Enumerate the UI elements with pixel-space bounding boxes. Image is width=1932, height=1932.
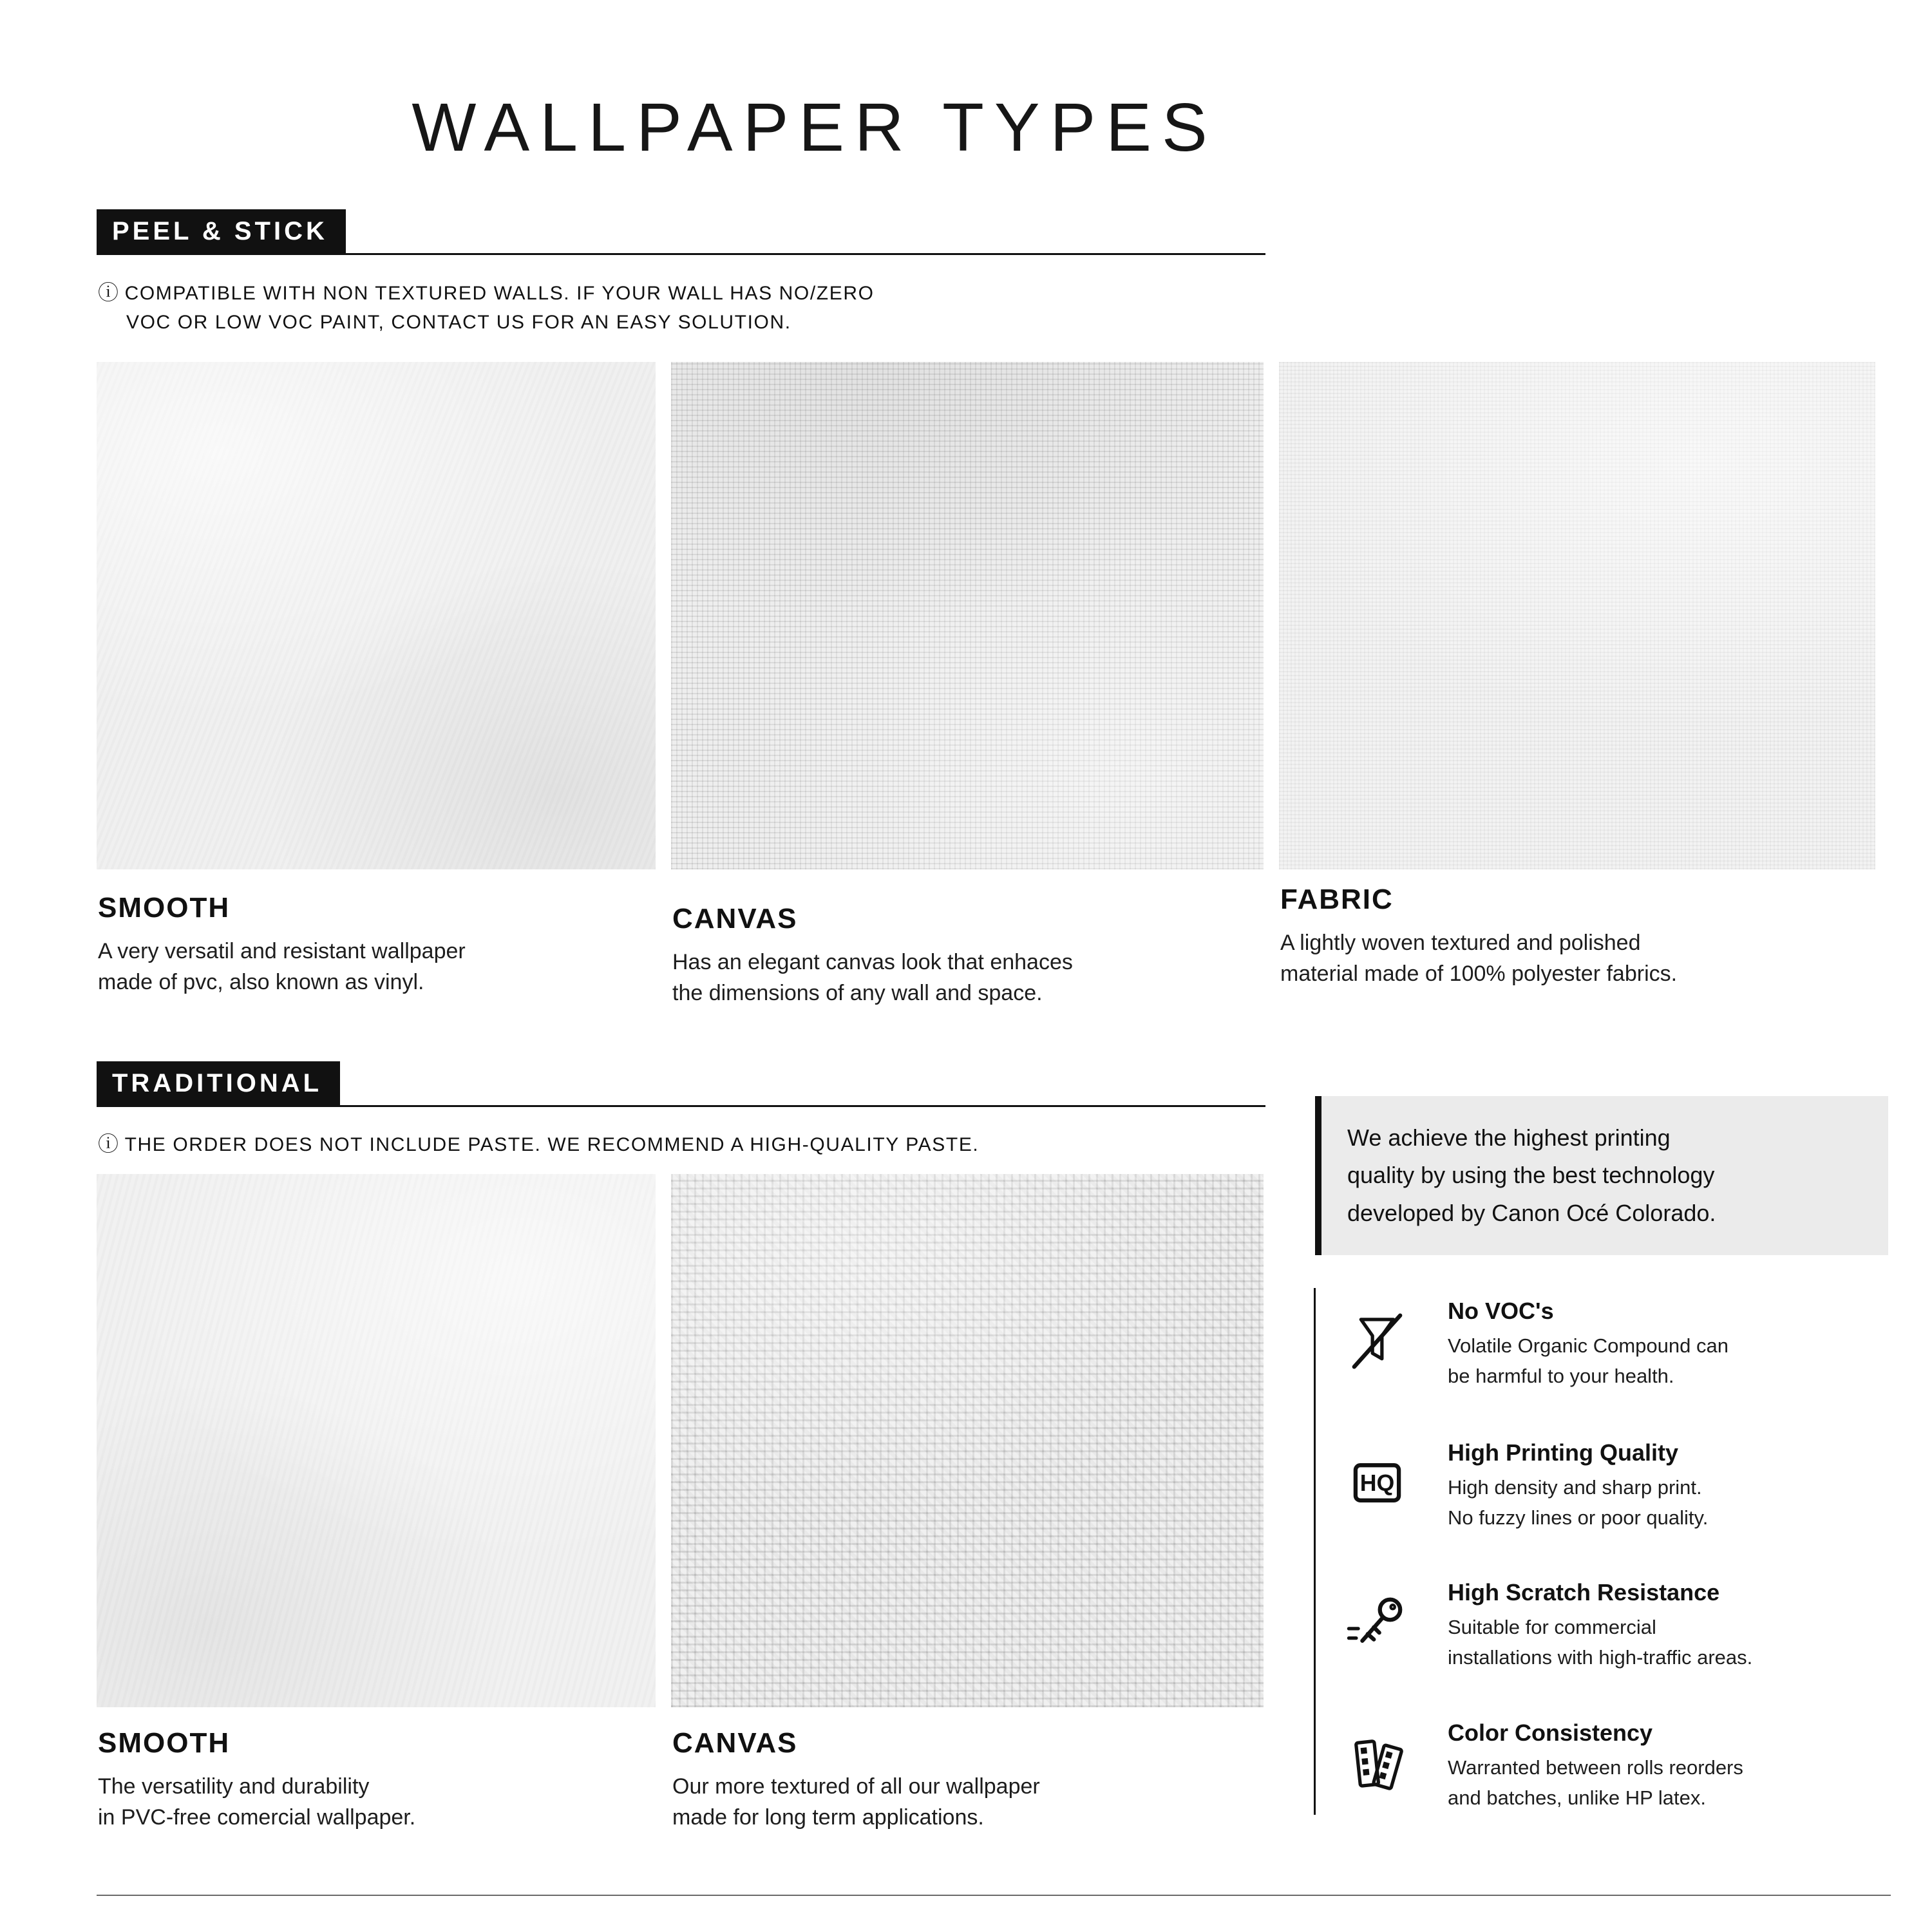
- peel-stick-note-line1: COMPATIBLE WITH NON TEXTURED WALLS. IF YOUR WALL HAS NO/ZERO: [124, 283, 875, 304]
- info-icon: ⓘ: [98, 1132, 120, 1155]
- caption-description: A lightly woven textured and polished material made of 100% polyester fabrics.: [1280, 931, 1678, 987]
- caption-smooth-peel: [98, 892, 657, 998]
- caption-description: A very versatil and resistant wallpaper made of pvc, also known as vinyl.: [98, 939, 466, 995]
- coarse-canvas-texture-photo: [671, 1174, 1264, 1707]
- color-swatches-icon: [1343, 1731, 1411, 1799]
- smooth-paper-texture-photo: [97, 1174, 656, 1707]
- feature-title: Color Consistency: [1448, 1719, 1653, 1746]
- bottom-rule: [97, 1895, 1891, 1896]
- woven-fabric-texture-photo: [1279, 362, 1875, 869]
- hq-icon-label: HQ: [1359, 1470, 1395, 1497]
- smooth-vinyl-texture-photo: [97, 362, 656, 869]
- peel-stick-swatch-row: [97, 362, 1875, 869]
- traditional-section-header: [97, 1061, 1265, 1107]
- peel-stick-note-line2: VOC OR LOW VOC PAINT, CONTACT US FOR AN EASY SOLUTION.: [126, 312, 791, 333]
- feature-description: Volatile Organic Compound can be harmful to your health.: [1448, 1334, 1728, 1387]
- feature-high-printing-quality: [1448, 1439, 1892, 1533]
- traditional-swatch-row: [97, 1174, 1264, 1707]
- feature-title: High Printing Quality: [1448, 1439, 1678, 1466]
- caption-smooth-traditional: [98, 1727, 657, 1833]
- caption-description: Our more textured of all our wallpaper made for long term applications.: [672, 1774, 1040, 1830]
- traditional-note: [98, 1128, 979, 1159]
- features-divider: [1314, 1288, 1316, 1815]
- feature-description: Warranted between rolls reorders and batches, unlike HP latex.: [1448, 1756, 1743, 1809]
- feature-no-voc: [1448, 1298, 1892, 1391]
- traditional-note-line1: THE ORDER DOES NOT INCLUDE PASTE. WE RECOMMEND A HIGH-QUALITY PASTE.: [124, 1134, 980, 1155]
- caption-title: SMOOTH: [98, 892, 231, 923]
- feature-description: Suitable for commercial installations with high-traffic areas.: [1448, 1616, 1753, 1669]
- hq-icon: [1343, 1449, 1411, 1517]
- caption-title: CANVAS: [672, 903, 798, 934]
- printing-quality-quote: We achieve the highest printing quality by using the best technology developed by Canon Océ Colorado.: [1315, 1096, 1888, 1255]
- peel-stick-note: [98, 277, 875, 337]
- caption-canvas-traditional: [672, 1727, 1265, 1833]
- feature-description: High density and sharp print. No fuzzy lines or poor quality.: [1448, 1476, 1709, 1529]
- caption-title: CANVAS: [672, 1727, 798, 1759]
- canvas-weave-texture-photo: [671, 362, 1264, 869]
- feature-high-scratch-resistance: [1448, 1579, 1892, 1672]
- caption-canvas-peel: [672, 903, 1265, 1009]
- peel-stick-label: PEEL & STICK: [97, 209, 346, 255]
- caption-fabric-peel: [1280, 884, 1877, 990]
- key-icon: [1343, 1589, 1411, 1657]
- info-icon: ⓘ: [98, 281, 120, 304]
- caption-title: SMOOTH: [98, 1727, 231, 1759]
- feature-color-consistency: [1448, 1719, 1892, 1813]
- peel-stick-rule: [346, 253, 1265, 255]
- traditional-label: TRADITIONAL: [97, 1061, 340, 1107]
- caption-description: The versatility and durability in PVC-free comercial wallpaper.: [98, 1774, 416, 1830]
- peel-stick-section-header: [97, 209, 1265, 255]
- caption-title: FABRIC: [1280, 884, 1394, 915]
- feature-title: High Scratch Resistance: [1448, 1579, 1720, 1605]
- feature-title: No VOC's: [1448, 1298, 1554, 1324]
- traditional-rule: [340, 1105, 1265, 1107]
- page-title: WALLPAPER TYPES: [412, 90, 1218, 166]
- no-voc-icon: [1343, 1307, 1411, 1375]
- caption-description: Has an elegant canvas look that enhaces the dimensions of any wall and space.: [672, 950, 1073, 1006]
